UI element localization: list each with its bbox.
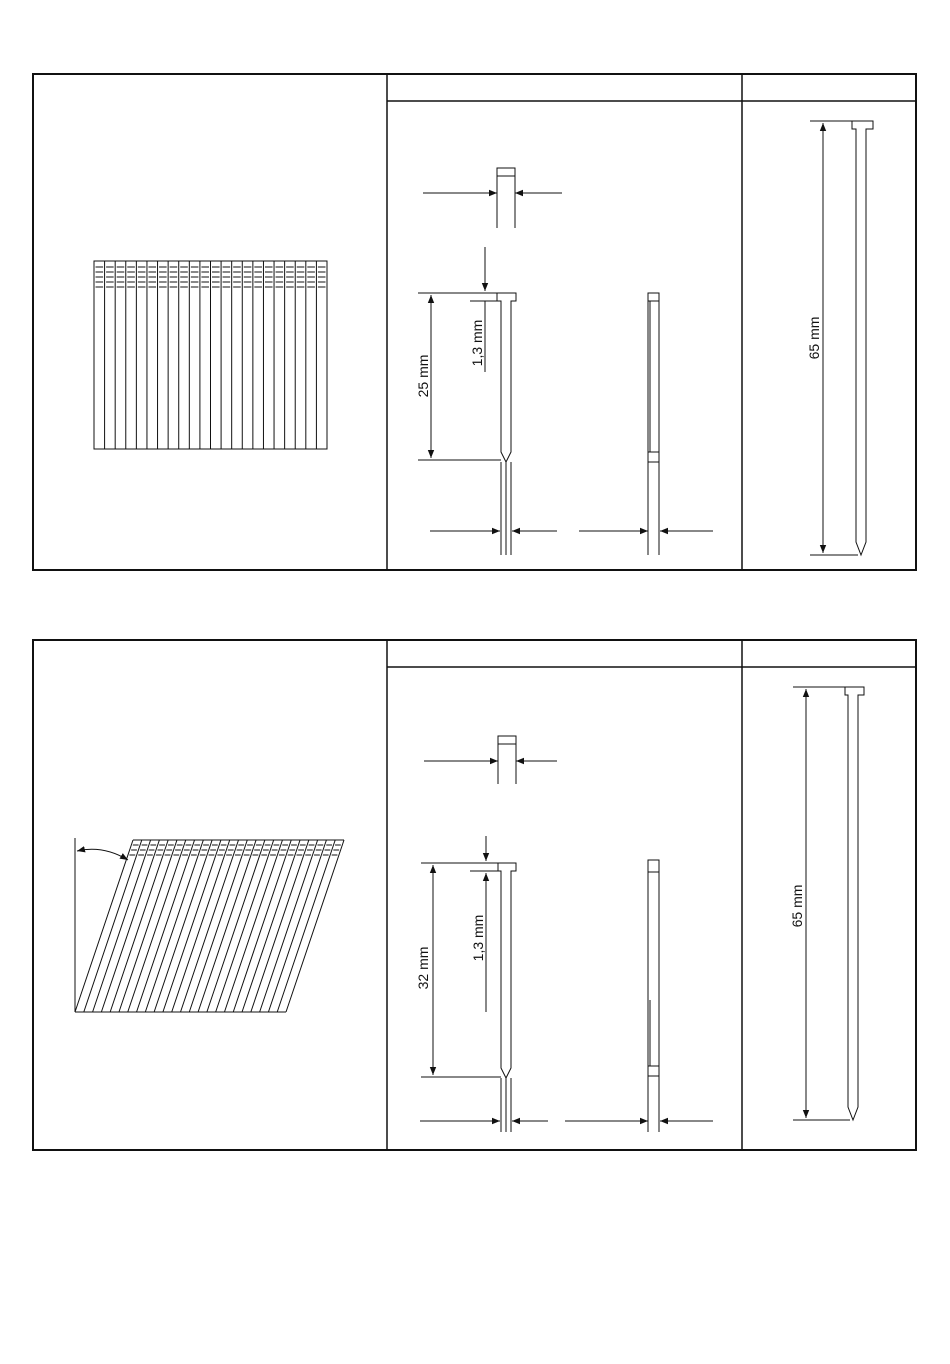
panel-bottom xyxy=(33,640,916,1150)
length-label-top: 25 mm xyxy=(415,354,431,398)
nail-side-view-bottom xyxy=(420,836,548,1132)
angled-nail-strip xyxy=(75,840,344,1012)
max-length-label-bottom: 65 mm xyxy=(789,884,805,928)
panel-bottom-frame xyxy=(33,640,916,1150)
nail-front-view-top xyxy=(579,293,713,555)
head-height-label-bottom: 1,3 mm xyxy=(470,914,486,962)
head-width-detail-bottom xyxy=(424,736,557,784)
nail-front-view-bottom xyxy=(565,860,713,1132)
head-height-label-top: 1,3 mm xyxy=(469,319,485,367)
nail-side-view-top xyxy=(418,247,557,555)
head-width-detail-top xyxy=(423,168,562,228)
straight-nail-strip xyxy=(94,261,327,449)
length-label-bottom: 32 mm xyxy=(415,946,431,990)
max-length-label-top: 65 mm xyxy=(806,316,822,360)
panel-top xyxy=(33,74,916,570)
